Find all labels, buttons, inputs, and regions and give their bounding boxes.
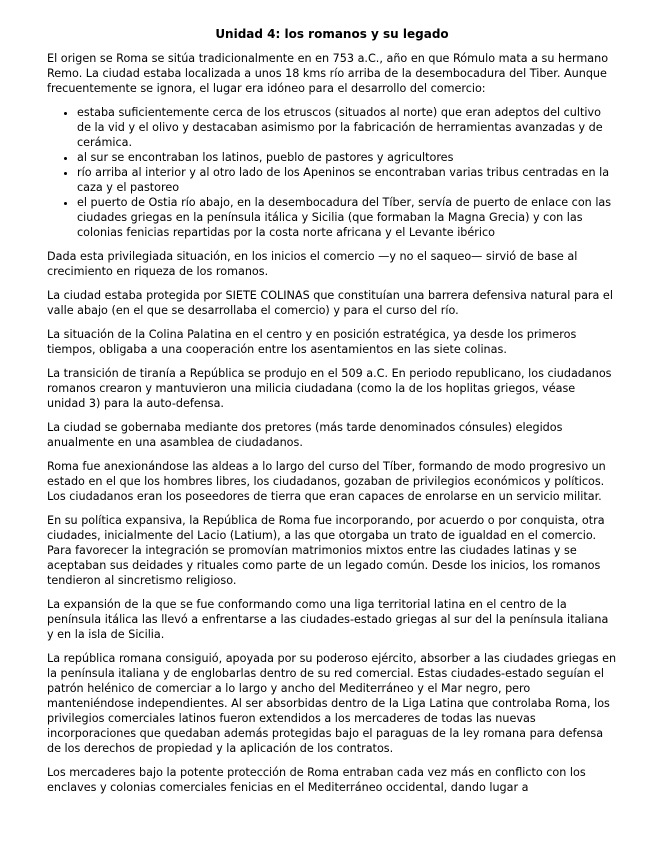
body-paragraph: Dada esta privilegiada situación, en los inicios el comercio —y no el saqueo— sirvió de base al crecimiento en riqueza de los romanos. — [47, 250, 578, 278]
bullet-item: • el puerto de Ostia río abajo, en la desembocadura del Tíber, servía de puerto de enlace con las ciudades griegas en la península itálica y Sicilia (que formaban la Magna Grecia) y con las colonias fenicias repartidas por la costa norte africana y el Levante ibérico — [77, 195, 617, 240]
body-paragraph: La república romana consiguió, apoyada por su poderoso ejército, absorber a las ciudades griegas en la península italiana y de englobarlas dentro de su red comercial. Estas ciudades-estado seguían el patrón helénico de comerciar a lo largo y ancho del Mediterráneo y el Mar negro, pero manteniéndose independientes. Al ser absorbidas dentro de la Liga Latina que controlaba Roma, los privilegios comerciales latinos fueron extendidos a los mercaderes de todas las nuevas incorporaciones que quedaban además protegidas bajo el paraguas de la ley romana para defensa de los derechos de propiedad y la aplicación de los contratos. — [47, 652, 617, 755]
bullet-item: • río arriba al interior y al otro lado de los Apeninos se encontraban varias tribus centradas en la caza y el pastoreo — [77, 165, 617, 195]
body-paragraph: La transición de tiranía a República se produjo en el 509 a.C. En periodo republicano, los ciudadanos romanos crearon y mantuvieron una milicia ciudadana (como la de los hoplitas griegos, véase unidad 3) para la auto-defensa. — [47, 367, 612, 410]
body-paragraph: Los mercaderes bajo la potente protección de Roma entraban cada vez más en conflicto con los enclaves y colonias comerciales fenicias en el Mediterráneo occidental, dando lugar a — [47, 766, 586, 794]
bullet-item: • al sur se encontraban los latinos, pueblo de pastores y agricultores — [77, 150, 617, 165]
body-paragraph: La situación de la Colina Palatina en el centro y en posición estratégica, ya desde los primeros tiempos, obligaba a una cooperación entre los asentamientos en las siete colinas. — [47, 328, 577, 356]
body-paragraph: La ciudad se gobernaba mediante dos pretores (más tarde denominados cónsules) elegidos anualmente en una asamblea de ciudadanos. — [47, 421, 563, 449]
body-paragraph: En su política expansiva, la República de Roma fue incorporando, por acuerdo o por conquista, otra ciudades, inicialmente del Lacio (Latium), a las que otorgaba un trato de igualdad en el comercio. Para favorecer la integración se promovían matrimonios mixtos entre las ciudades latinas y se aceptaban sus deidades y rituales como parte de un legado común. Desde los inicios, los romanos tendieron al sincretismo religioso. — [47, 514, 605, 587]
document-page — [47, 26, 617, 804]
body-paragraph: Roma fue anexionándose las aldeas a lo largo del curso del Tíber, formando de modo progresivo un estado en el que los hombres libres, los ciudadanos, gozaban de privilegios económicos y políticos. Los ciudadanos eran los poseedores de tierra que eran capaces de enrolarse en un servicio militar. — [47, 460, 606, 503]
document-title: Unidad 4: los romanos y su legado — [215, 27, 449, 41]
intro-paragraph: El origen se Roma se sitúa tradicionalmente en en 753 a.C., año en que Rómulo mata a su hermano Remo. La ciudad estaba localizada a unos 18 kms río arriba de la desembocadura del Tiber. Aunque frecuentemente se ignora, el lugar era idóneo para el desarrollo del comercio: — [47, 52, 609, 95]
body-paragraph: La expansión de la que se fue conformando como una liga territorial latina en el centro de la península itálica las llevó a enfrentarse a las ciudades-estado griegas al sur del la península italiana y en la isla de Sicilia. — [47, 598, 609, 641]
bullet-list — [47, 105, 617, 240]
body-paragraph: La ciudad estaba protegida por SIETE COLINAS que constituían una barrera defensiva natural para el valle abajo (en el que se desarrollaba el comercio) y para el curso del río. — [47, 289, 613, 317]
bullet-item: • estaba suficientemente cerca de los etruscos (situados al norte) que eran adeptos del cultivo de la vid y el olivo y destacaban asimismo por la fabricación de herramientas avanzadas y de cerámica. — [77, 105, 617, 150]
